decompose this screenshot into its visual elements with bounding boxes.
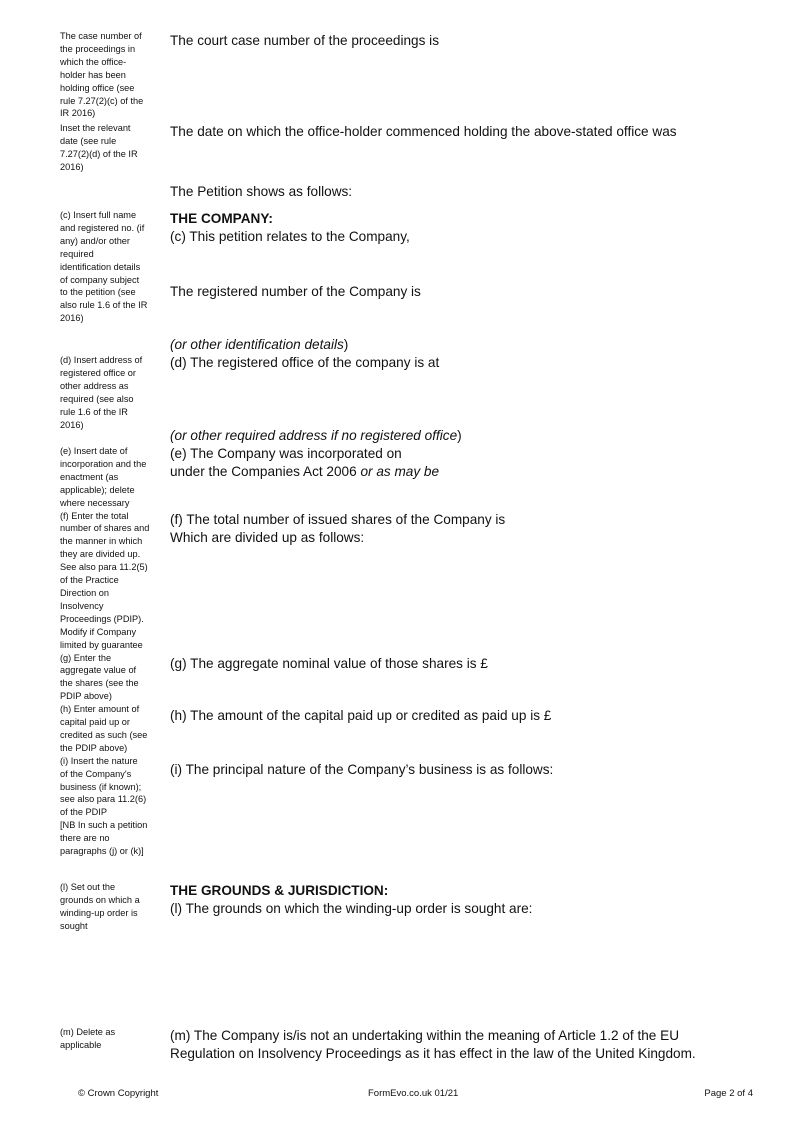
margin-note-line: (e) Insert date of: [60, 446, 128, 456]
margin-note-line: rule 1.6 of the IR: [60, 406, 128, 417]
margin-note-line: Proceedings (PDIP).: [60, 613, 144, 624]
margin-note-line: 2016): [60, 161, 84, 172]
margin-note-line: the PDIP above): [60, 742, 128, 753]
margin-note-line: of the PDIP: [60, 807, 107, 818]
margin-note-line: incorporation and the: [60, 458, 147, 469]
margin-note-line: the proceedings in: [60, 43, 136, 54]
margin-note-line: holding office (see: [60, 82, 135, 93]
margin-note-line: date (see rule: [60, 135, 117, 146]
date-held-line: The date on which the office-holder commenced holding the above-stated office was: [170, 124, 677, 139]
margin-note-line: paragraphs (j) or (k)]: [60, 846, 144, 857]
margin-note-line: where necessary: [60, 497, 130, 508]
margin-note-line: (h) Enter amount of: [60, 704, 140, 715]
other-identification-line: (or other identification details): [170, 337, 349, 352]
other-address-line: (or other required address if no registered office): [170, 428, 462, 443]
e-line-1: (e) The Company was incorporated on: [170, 446, 402, 461]
margin-note-line: number of shares and: [60, 523, 150, 534]
registered-number-line: The registered number of the Company is: [170, 284, 421, 299]
margin-note-line: aggregate value of: [60, 665, 137, 676]
margin-note-line: required (see also: [60, 393, 134, 404]
margin-note-line: (g) Enter the: [60, 652, 112, 663]
margin-note-line: other address as: [60, 380, 129, 391]
h-line: (h) The amount of the capital paid up or credited as paid up is £: [170, 708, 552, 723]
margin-note-line: 2016): [60, 313, 84, 324]
margin-note-line: and registered no. (if: [60, 222, 145, 233]
margin-note-line: Modify if Company: [60, 626, 137, 637]
margin-note-line: (i) Insert the nature: [60, 755, 138, 766]
margin-note-line: they are divided up.: [60, 549, 141, 560]
f-line-1: (f) The total number of issued shares of the Company is: [170, 512, 506, 527]
margin-note-line: of the Company's: [60, 768, 132, 779]
margin-note-line: the manner in which: [60, 536, 143, 547]
margin-note-line: limited by guarantee: [60, 639, 143, 650]
margin-note-line: sought: [60, 920, 88, 931]
margin-note-line: 7.27(2)(d) of the IR: [60, 148, 138, 159]
margin-note-line: identification details: [60, 261, 141, 272]
footer-form-ref: FormEvo.co.uk 01/21: [368, 1088, 459, 1099]
margin-note-line: registered office or: [60, 367, 136, 378]
margin-note-line: the shares (see the: [60, 678, 139, 689]
margin-note-line: to the petition (see: [60, 287, 136, 298]
margin-note-line: applicable); delete: [60, 484, 135, 495]
margin-note-case-number: [60, 30, 156, 120]
margin-note-line: enactment (as: [60, 471, 119, 482]
margin-note-line: which the office-: [60, 56, 127, 67]
d-line: (d) The registered office of the company is at: [170, 355, 440, 370]
margin-note-e-to-j: [60, 445, 156, 858]
margin-note-line: of the Practice: [60, 575, 119, 586]
margin-note-line: IR 2016): [60, 108, 96, 119]
margin-note-line: also rule 1.6 of the IR: [60, 300, 148, 311]
f-line-2: Which are divided up as follows:: [170, 530, 365, 545]
margin-note-line: Direction on: [60, 587, 110, 598]
margin-note-line: See also para 11.2(5): [60, 562, 148, 573]
footer-copyright: © Crown Copyright: [78, 1088, 159, 1099]
margin-note-line: winding-up order is: [60, 907, 138, 918]
margin-note-d: [60, 354, 156, 431]
margin-note-line: see also para 11.2(6): [60, 794, 147, 805]
margin-note-line: (m) Delete as: [60, 1027, 116, 1037]
margin-note-l: [60, 881, 156, 933]
footer-page-number: Page 2 of 4: [704, 1088, 753, 1099]
margin-note-line: required: [60, 248, 94, 259]
margin-note-line: any) and/or other: [60, 235, 130, 246]
grounds-heading: THE GROUNDS & JURISDICTION:: [170, 883, 389, 898]
margin-note-line: (f) Enter the total: [60, 510, 129, 521]
m-line-1: (m) The Company is/is not an undertaking within the meaning of Article 1.2 of the EU: [170, 1028, 680, 1043]
margin-note-line: rule 7.27(2)(c) of the: [60, 95, 144, 106]
margin-note-line: 2016): [60, 419, 84, 430]
margin-note-line: The case number of: [60, 31, 142, 41]
case-number-line: The court case number of the proceedings is: [170, 33, 440, 48]
margin-note-date: [60, 122, 156, 174]
margin-note-line: business (if known);: [60, 781, 142, 792]
g-line: (g) The aggregate nominal value of those shares is £: [170, 656, 488, 671]
margin-note-m: [60, 1026, 156, 1052]
margin-note-line: credited as such (see: [60, 729, 148, 740]
company-heading: THE COMPANY:: [170, 211, 273, 226]
margin-note-c: [60, 209, 156, 325]
margin-note-line: PDIP above): [60, 691, 112, 702]
margin-note-line: holder has been: [60, 69, 126, 80]
e-line-2: under the Companies Act 2006 or as may be: [170, 464, 440, 479]
margin-note-line: capital paid up or: [60, 717, 130, 728]
margin-note-line: [NB In such a petition: [60, 820, 148, 831]
margin-note-line: (d) Insert address of: [60, 355, 143, 365]
margin-note-line: grounds on which a: [60, 894, 140, 905]
margin-note-line: there are no: [60, 833, 110, 844]
margin-note-line: applicable: [60, 1039, 102, 1050]
petition-shows-line: The Petition shows as follows:: [170, 184, 353, 199]
margin-note-line: (l) Set out the: [60, 882, 116, 892]
c-line: (c) This petition relates to the Company,: [170, 229, 410, 244]
margin-note-line: of company subject: [60, 274, 140, 285]
margin-note-line: (c) Insert full name: [60, 210, 137, 220]
l-line: (l) The grounds on which the winding-up order is sought are:: [170, 901, 533, 916]
m-line-2: Regulation on Insolvency Proceedings as it has effect in the law of the United Kingdom.: [170, 1046, 696, 1061]
margin-note-line: Inset the relevant: [60, 123, 131, 133]
i-line: (i) The principal nature of the Company’s business is as follows:: [170, 762, 554, 777]
margin-note-line: Insolvency: [60, 600, 104, 611]
